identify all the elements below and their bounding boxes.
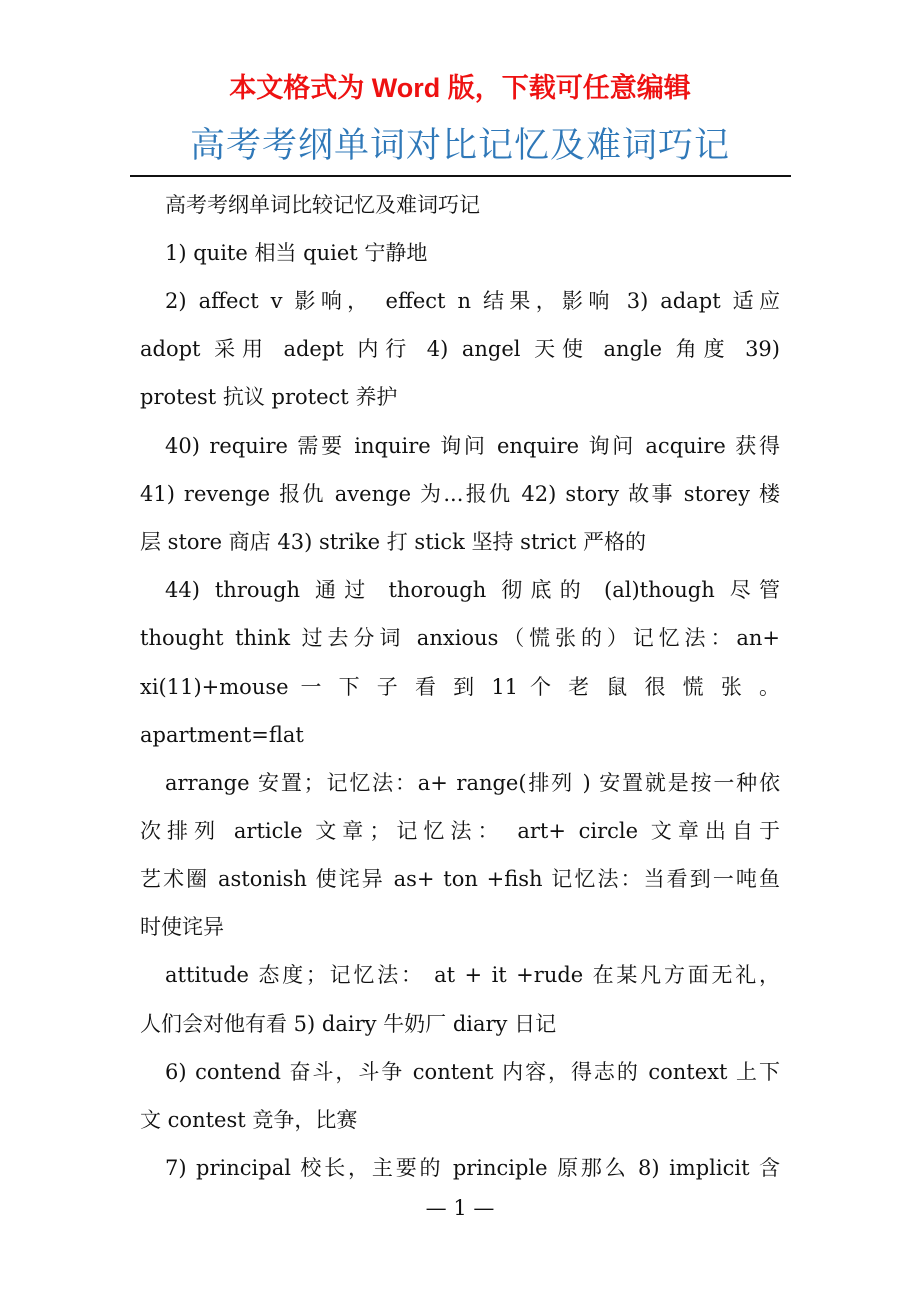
body-line: 层 store 商店 43) strike 打 stick 坚持 strict 严格的 xyxy=(140,530,647,554)
body-line: 人们会对他有看 5) dairy 牛奶厂 diary 日记 xyxy=(140,1012,557,1036)
body-line: 44) through 通过 thorough 彻底的 (al)though 尽管 xyxy=(165,578,780,602)
page-number: — 1 — xyxy=(425,1196,495,1220)
body-line: attitude 态度；记忆法： at + it +rude 在某凡方面无礼， xyxy=(165,963,780,987)
body-line: 时使诧异 xyxy=(140,915,224,939)
body-line: 2) affect v 影响， effect n 结果，影响 3) adapt 适应 xyxy=(165,289,780,313)
body-line: 7) principal 校长，主要的 principle 原那么 8) implicit 含 xyxy=(165,1156,780,1180)
body-line: 次排列 article 文章；记忆法： art+ circle 文章出自于 xyxy=(140,819,780,843)
body-line: 6) contend 奋斗，斗争 content 内容，得志的 context 上下 xyxy=(165,1060,780,1084)
body-line: 1) quite 相当 quiet 宁静地 xyxy=(165,241,428,265)
body-line: 40) require 需要 inquire 询问 enquire 询问 acquire 获得 xyxy=(165,434,780,458)
body-line: thought think 过去分词 anxious（慌张的）记忆法：an+ xyxy=(140,626,780,650)
body-line: 文 contest 竞争，比赛 xyxy=(140,1108,358,1132)
body-line: 艺术圈 astonish 使诧异 as+ ton +fish 记忆法：当看到一吨鱼 xyxy=(140,867,780,891)
body-line: xi(11)+mouse 一 下 子 看 到 11 个 老 鼠 很 慌 张 。 xyxy=(140,675,780,699)
body-line: 高考考纲单词比较记忆及难词巧记 xyxy=(165,193,480,217)
body-line: 41) revenge 报仇 avenge 为...报仇 42) story 故事 storey 楼 xyxy=(140,482,780,506)
body-line: apartment=flat xyxy=(140,723,304,747)
document-title: 高考考纲单词对比记忆及难词巧记 xyxy=(189,126,730,166)
format-notice: 本文格式为 Word 版，下载可任意编辑 xyxy=(229,73,691,103)
body-line: arrange 安置；记忆法：a+ range(排列 ) 安置就是按一种依 xyxy=(165,771,780,795)
body-line: protest 抗议 protect 养护 xyxy=(140,385,398,409)
body-line: adopt 采用 adept 内行 4) angel 天使 angle 角度 39) xyxy=(140,337,780,361)
title-divider xyxy=(130,175,791,177)
